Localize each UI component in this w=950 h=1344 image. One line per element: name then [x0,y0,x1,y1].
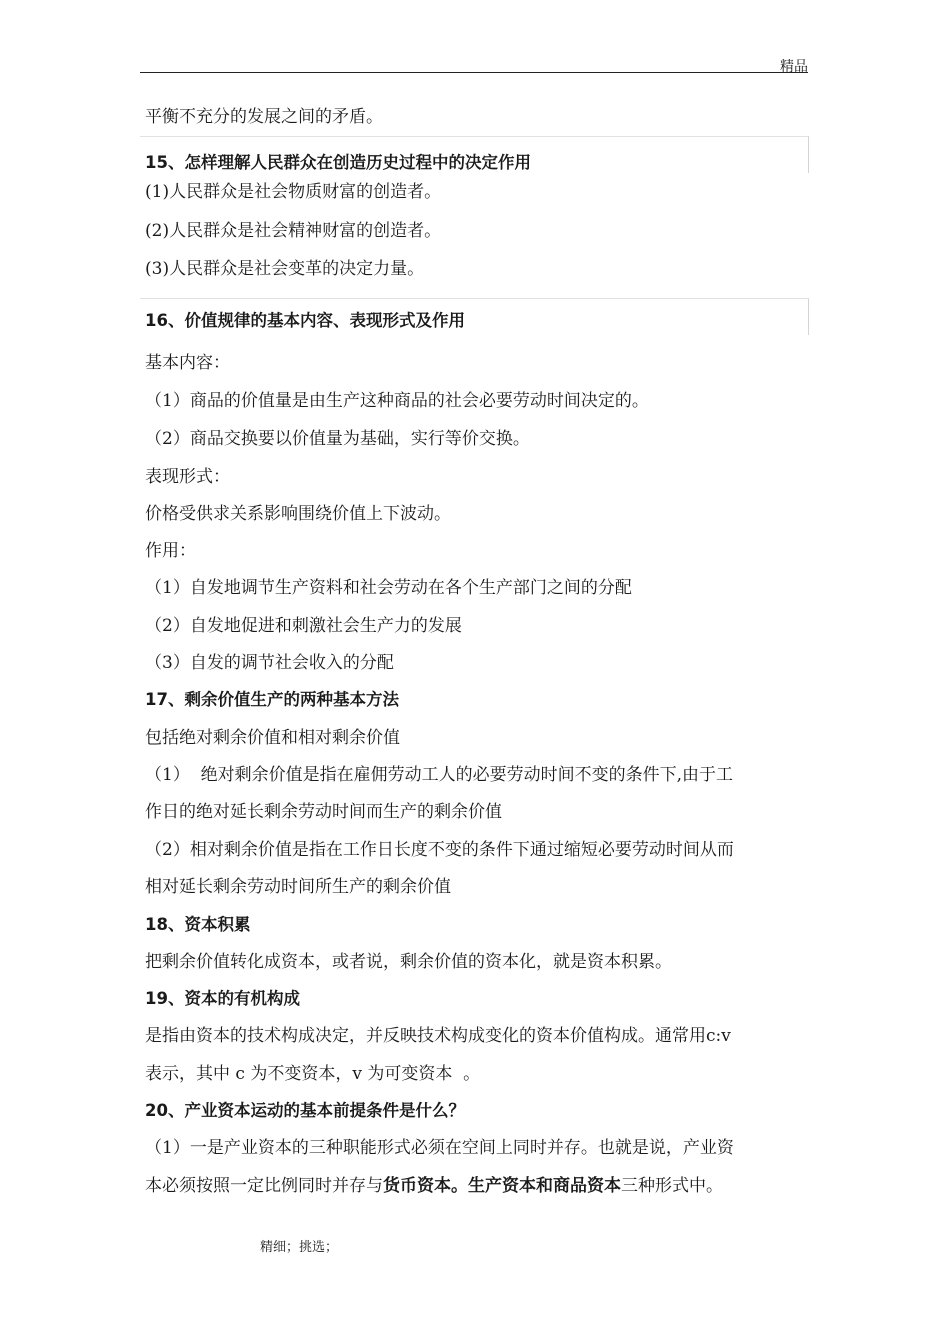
bold-text: 货币资本。生产资本和商品资本 [383,1176,621,1196]
body-line: 表示，其中 c 为不变资本，v 为可变资本 。 [145,1064,481,1084]
body-text: 三种形式中。 [621,1176,723,1196]
body-line: （3）自发的调节社会收入的分配 [145,653,394,673]
section-heading: 17、剩余价值生产的两种基本方法 [145,690,399,709]
body-line: 基本内容： [145,353,230,373]
body-line-mixed [145,1175,723,1197]
section-heading: 18、资本积累 [145,915,251,934]
body-line: 是指由资本的技术构成决定，并反映技术构成变化的资本价值构成。通常用c:v [145,1026,731,1046]
body-text: 本必须按照一定比例同时并存与 [145,1176,383,1196]
body-line: （1） 绝对剩余价值是指在雇佣劳动工人的必要劳动时间不变的条件下,由于工 [145,765,734,785]
body-line: （1）商品的价值量是由生产这种商品的社会必要劳动时间决定的。 [145,391,649,411]
footer-text: 精细；挑选； [260,1240,339,1255]
section-heading: 15、怎样理解人民群众在创造历史过程中的决定作用 [145,153,531,172]
body-line: 包括绝对剩余价值和相对剩余价值 [145,728,400,748]
body-line: 表现形式： [145,467,230,487]
body-line: 作用： [145,541,196,561]
body-line: (3)人民群众是社会变革的决定力量。 [145,259,425,279]
section-heading: 19、资本的有机构成 [145,989,300,1008]
body-line: 平衡不充分的发展之间的矛盾。 [145,107,383,127]
body-line: (2)人民群众是社会精神财富的创造者。 [145,221,442,241]
body-line: 作日的绝对延长剩余劳动时间而生产的剩余价值 [145,802,502,822]
body-line: （2）商品交换要以价值量为基础，实行等价交换。 [145,429,530,449]
body-line: 把剩余价值转化成资本，或者说，剩余价值的资本化，就是资本积累。 [145,952,672,972]
body-line: 相对延长剩余劳动时间所生产的剩余价值 [145,877,451,897]
body-line: 价格受供求关系影响围绕价值上下波动。 [145,504,451,524]
header-label: 精品 [780,59,808,75]
body-line: （2）相对剩余价值是指在工作日长度不变的条件下通过缩短必要劳动时间从而 [145,840,734,860]
body-line: (1)人民群众是社会物质财富的创造者。 [145,182,442,202]
section-heading: 16、价值规律的基本内容、表现形式及作用 [145,311,465,330]
header-rule [140,72,808,73]
body-line: （1）自发地调节生产资料和社会劳动在各个生产部门之间的分配 [145,578,632,598]
body-line: （1）一是产业资本的三种职能形式必须在空间上同时并存。也就是说，产业资 [145,1138,734,1158]
section-heading: 20、产业资本运动的基本前提条件是什么？ [145,1101,465,1120]
body-line: （2）自发地促进和刺激社会生产力的发展 [145,616,462,636]
